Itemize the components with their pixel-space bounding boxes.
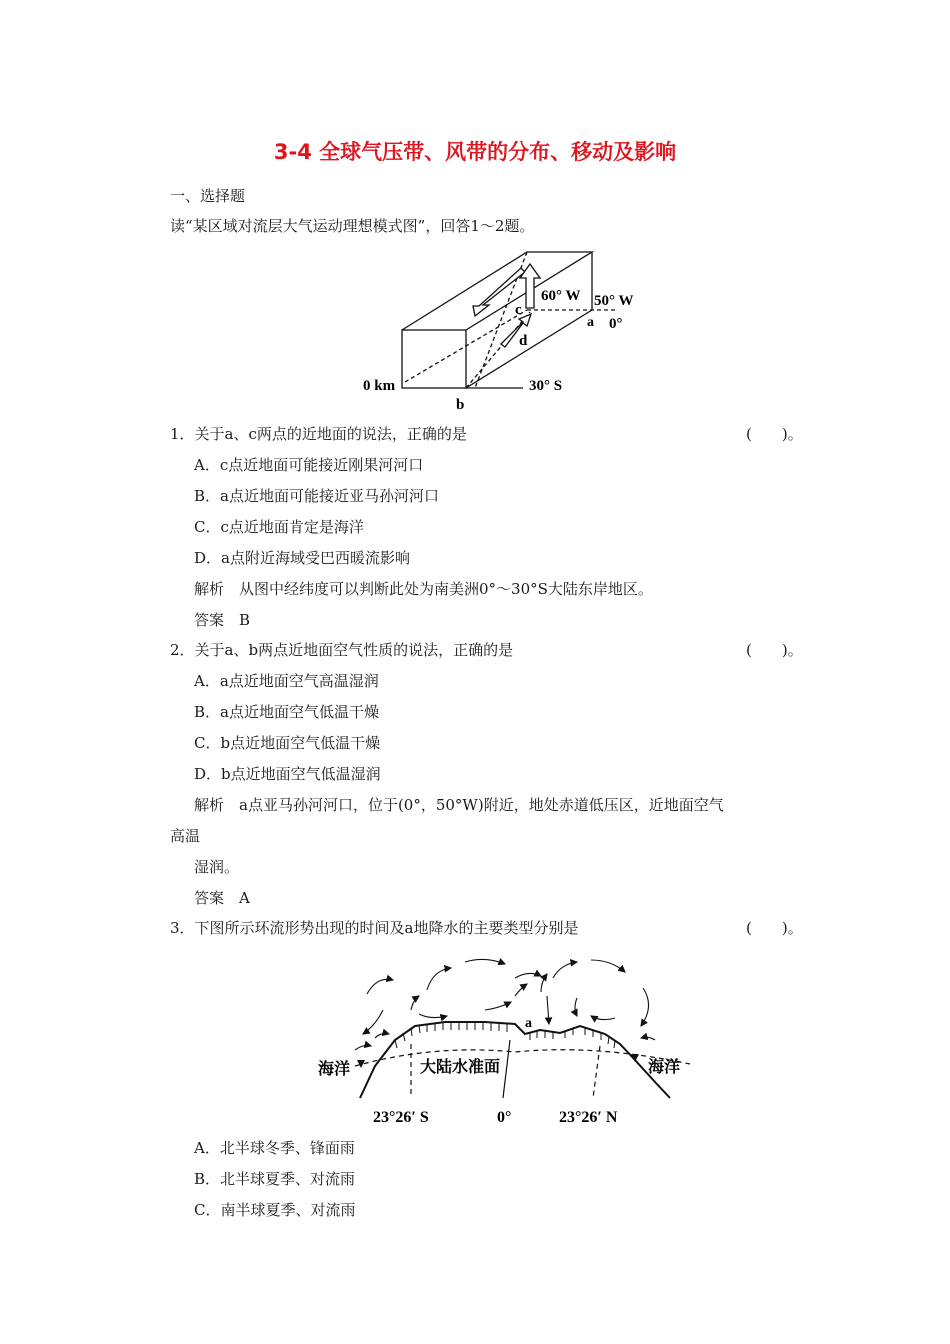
question-2-answer-blank: ( )。	[746, 641, 803, 659]
label-lon-50w: 50° W	[594, 293, 634, 309]
figure-circulation-cross-section	[315, 948, 695, 1128]
label-point-d: d	[519, 333, 528, 349]
section-heading: 一、选择题	[170, 187, 246, 205]
figure-atmosphere-block-diagram	[355, 250, 655, 415]
question-2-stem: 2．关于a、b两点近地面空气性质的说法，正确的是	[170, 641, 514, 659]
label-lat-0: 0°	[609, 316, 623, 332]
label-point-a: a	[525, 1016, 532, 1031]
question-2-option-b: B．a点近地面空气低温干燥	[194, 703, 379, 721]
question-1-stem: 1．关于a、c两点的近地面的说法，正确的是	[170, 425, 467, 443]
label-point-a: a	[587, 315, 594, 330]
label-lat-equator: 0°	[497, 1109, 512, 1126]
question-2-option-d: D．b点近地面空气低温湿润	[194, 765, 381, 783]
question-2-analysis-cont: 高温	[170, 827, 201, 845]
question-2-answer: 答案 A	[194, 889, 250, 907]
label-ocean-right: 海洋	[648, 1057, 681, 1076]
label-lat-south: 23°26′ S	[373, 1109, 429, 1126]
label-point-b: b	[456, 397, 465, 413]
label-point-c: c	[515, 302, 522, 318]
label-ocean-left: 海洋	[318, 1059, 351, 1078]
label-height-0km: 0 km	[363, 378, 396, 394]
question-3-option-c: C．南半球夏季、对流雨	[194, 1201, 356, 1219]
page-title: 3-4 全球气压带、风带的分布、移动及影响	[273, 140, 677, 164]
label-lon-60w: 60° W	[541, 288, 581, 304]
question-1-option-d: D．a点附近海域受巴西暖流影响	[194, 549, 410, 567]
question-1-option-c: C．c点近地面肯定是海洋	[194, 518, 364, 536]
question-2-option-a: A．a点近地面空气高温湿润	[194, 672, 379, 690]
label-lat-30s: 30° S	[529, 378, 563, 394]
question-1-option-b: B．a点近地面可能接近亚马孙河河口	[194, 487, 439, 505]
question-3-option-b: B．北半球夏季、对流雨	[194, 1170, 356, 1188]
question-1-answer: 答案 B	[194, 611, 251, 629]
label-lat-north: 23°26′ N	[559, 1109, 618, 1126]
question-1-analysis: 解析 从图中经纬度可以判断此处为南美洲0°～30°S大陆东岸地区。	[194, 580, 653, 598]
question-2-analysis-end: 湿润。	[194, 858, 240, 876]
question-2-option-c: C．b点近地面空气低温干燥	[194, 734, 381, 752]
question-1-answer-blank: ( )。	[746, 425, 803, 443]
intro-text: 读“某区域对流层大气运动理想模式图”，回答1～2题。	[170, 217, 535, 235]
question-2-analysis: 解析 a点亚马孙河河口，位于(0°，50°W)附近，地处赤道低压区，近地面空气	[194, 796, 724, 814]
label-water-table: 大陆水准面	[420, 1057, 501, 1076]
question-3-option-a: A．北半球冬季、锋面雨	[194, 1139, 355, 1157]
question-1-option-a: A．c点近地面可能接近刚果河河口	[194, 456, 424, 474]
question-3-stem: 3．下图所示环流形势出现的时间及a地降水的主要类型分别是	[170, 919, 579, 937]
question-3-answer-blank: ( )。	[746, 919, 803, 937]
